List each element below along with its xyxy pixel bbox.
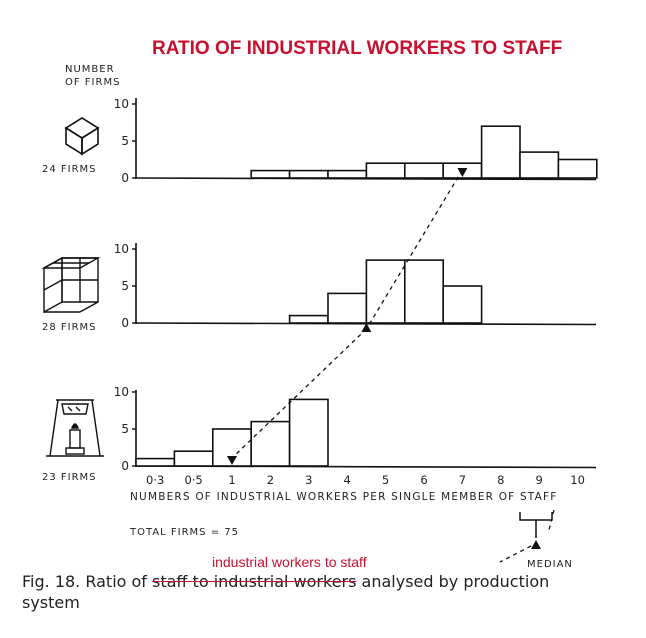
y-tick-label: 0 — [121, 316, 129, 330]
unit-cube-icon — [66, 118, 98, 154]
y-tick-label: 0 — [121, 459, 129, 473]
y-tick-label: 0 — [121, 171, 129, 185]
caption-suffix: analysed by production — [356, 572, 550, 591]
bar-6 — [405, 163, 443, 178]
x-tick-label-7: 7 — [458, 473, 467, 487]
x-tick-label-1: 1 — [228, 473, 236, 487]
firms-count-label: 24 FIRMS — [42, 164, 97, 175]
x-tick-label-9: 9 — [535, 473, 543, 487]
figure-caption — [22, 573, 549, 591]
total-firms-label: TOTAL FIRMS = 75 — [130, 527, 239, 538]
x-tick-label-6: 6 — [420, 473, 428, 487]
bar-0·5 — [174, 451, 212, 466]
x-tick-label-3: 3 — [305, 473, 313, 487]
firms-count-label: 23 FIRMS — [42, 472, 97, 483]
bar-7 — [443, 286, 481, 323]
caption-correction: industrial workers to staff — [212, 554, 367, 570]
y-tick-label: 5 — [121, 422, 129, 436]
histogram-panel-3 — [42, 385, 596, 483]
x-tick-label-10: 10 — [570, 473, 585, 487]
y-tick-label: 10 — [113, 385, 129, 399]
caption-struck-text: staff to industrial workers — [152, 572, 357, 591]
bar-5 — [366, 260, 404, 323]
bar-2 — [251, 422, 289, 466]
y-axis-label-line2: OF FIRMS — [65, 77, 121, 88]
x-tick-label-8: 8 — [497, 473, 505, 487]
median-bracket — [520, 512, 552, 520]
y-axis-label-line1: NUMBER — [65, 64, 115, 75]
bar-3 — [290, 171, 328, 178]
bar-5 — [366, 163, 404, 178]
median-label: MEDIAN — [527, 559, 573, 570]
bar-6 — [405, 260, 443, 323]
stacked-blocks-icon — [44, 258, 98, 312]
chart-title: RATIO OF INDUSTRIAL WORKERS TO STAFF — [152, 38, 563, 59]
y-tick-label: 10 — [113, 242, 129, 256]
histogram-panel-2 — [42, 242, 596, 333]
bar-10 — [558, 160, 596, 179]
bar-4 — [328, 171, 366, 178]
bar-8 — [482, 126, 520, 178]
y-tick-label: 5 — [121, 134, 129, 148]
y-tick-label: 10 — [113, 97, 129, 111]
bar-3 — [290, 399, 328, 466]
bar-9 — [520, 152, 558, 178]
x-axis-label: NUMBERS OF INDUSTRIAL WORKERS PER SINGLE MEMBER OF STAFF — [130, 491, 558, 503]
median-legend-marker — [531, 540, 541, 549]
caption-line2: system — [22, 593, 80, 612]
x-tick-label-5: 5 — [381, 473, 390, 487]
x-tick-label-0·3: 0·3 — [146, 473, 165, 487]
bar-2 — [251, 171, 289, 178]
caption-prefix: Fig. 18. Ratio of — [22, 572, 153, 591]
bar-0·3 — [136, 459, 174, 466]
y-tick-label: 5 — [121, 279, 129, 293]
x-tick-label-0·5: 0·5 — [184, 473, 203, 487]
bar-4 — [328, 293, 366, 323]
bar-3 — [290, 316, 328, 323]
x-tick-label-4: 4 — [343, 473, 351, 487]
histogram-panel-1 — [42, 97, 597, 185]
firms-count-label: 28 FIRMS — [42, 322, 97, 333]
x-tick-label-2: 2 — [266, 473, 275, 487]
lab-burner-icon — [46, 400, 104, 456]
